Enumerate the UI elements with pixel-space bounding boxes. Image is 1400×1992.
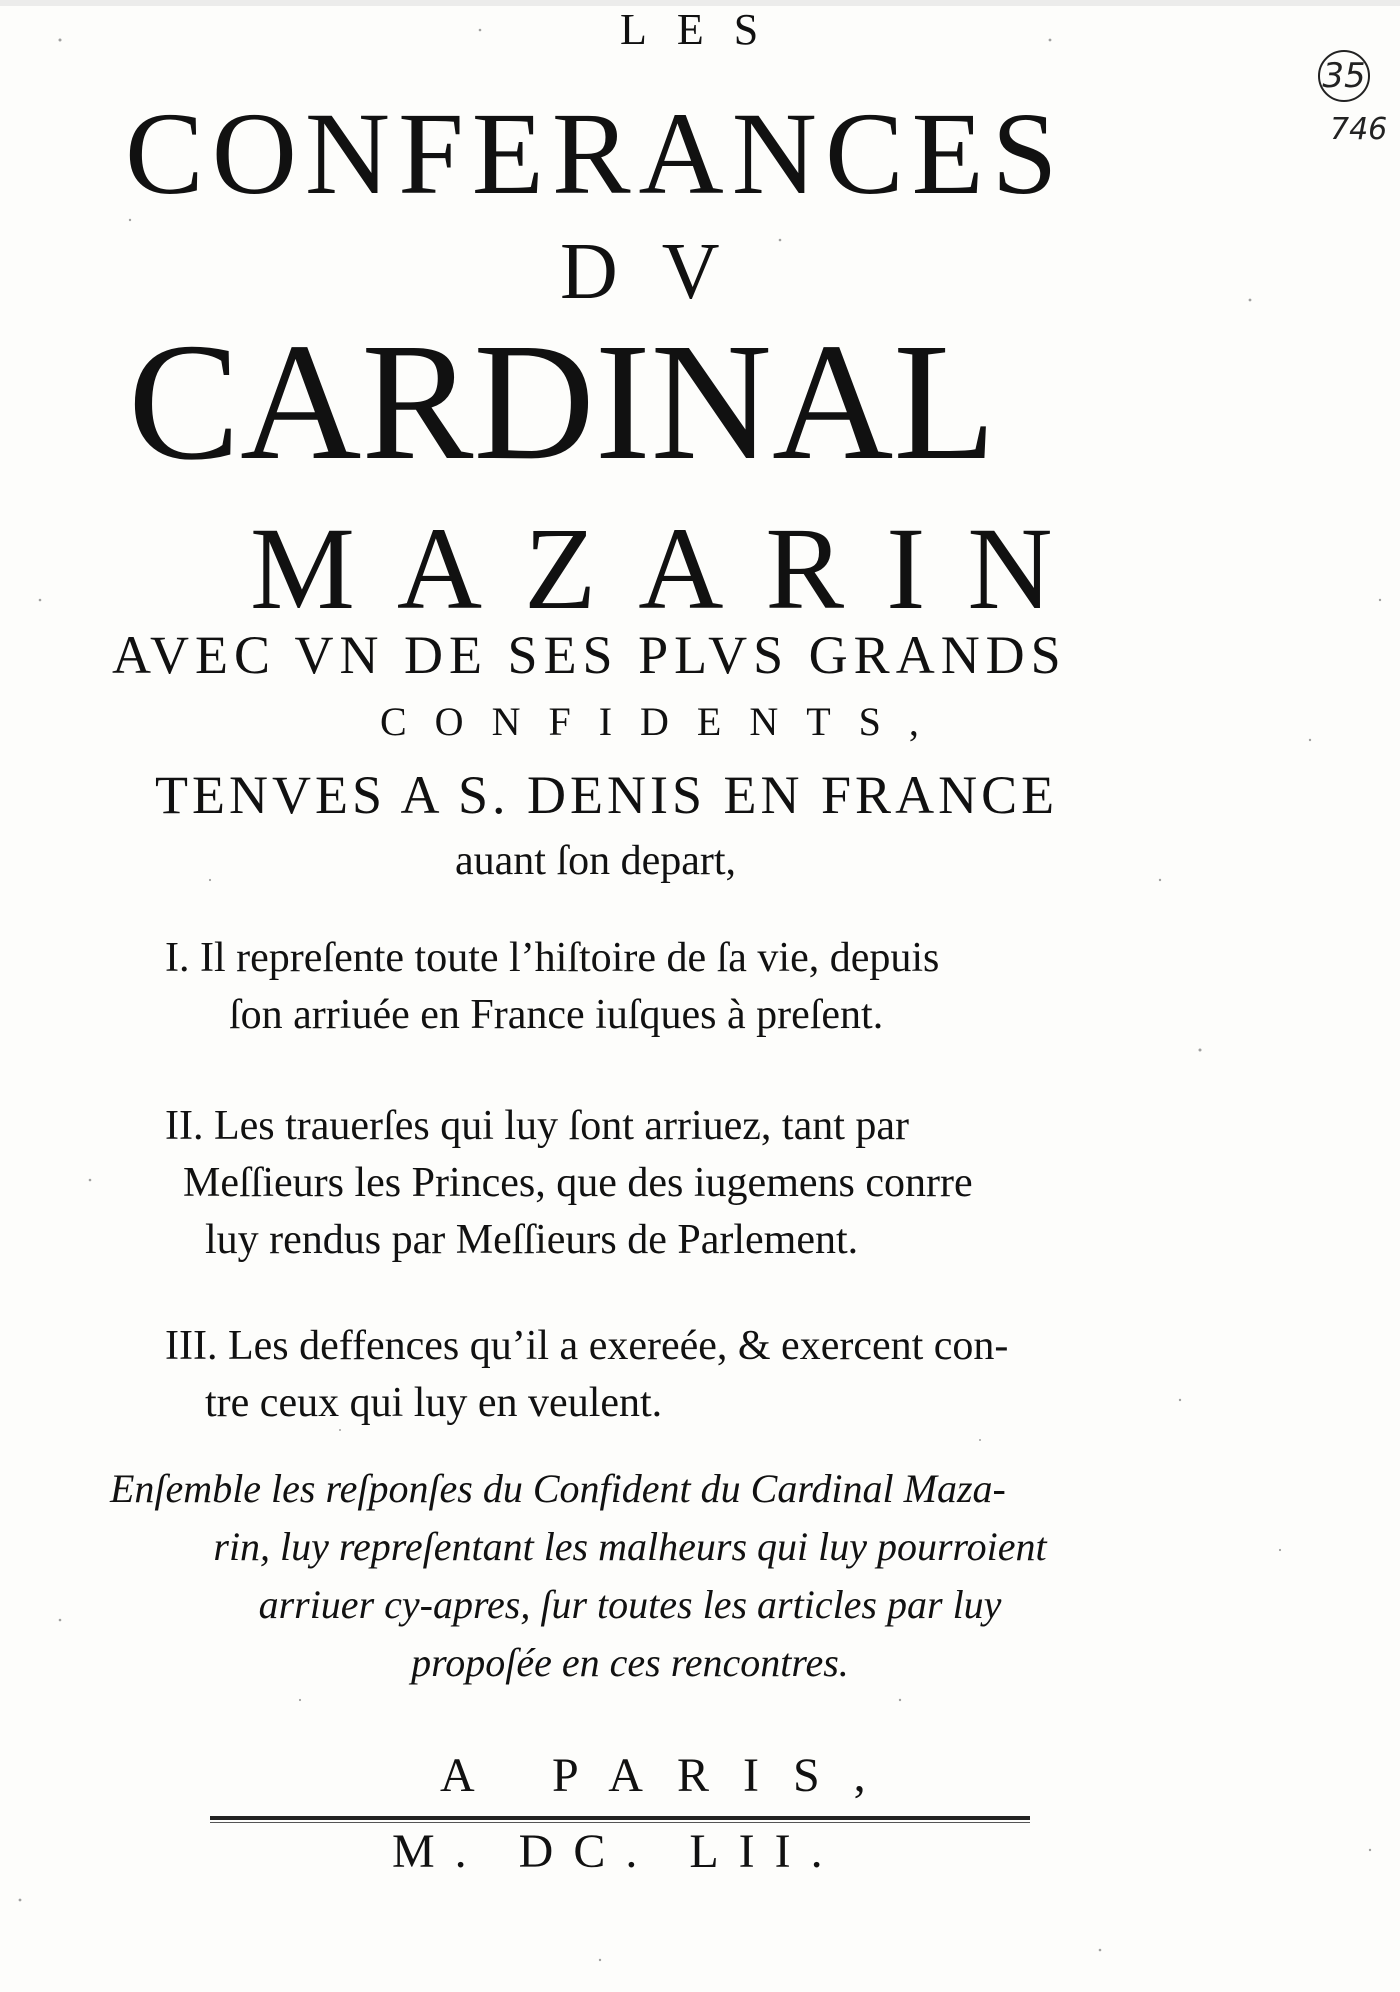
title-mazarin: MAZARIN: [250, 503, 1095, 634]
subtitle-avec: AVEC VN DE SES PLVS GRANDS: [112, 625, 1067, 685]
title-du: DV: [560, 228, 764, 316]
article-3: [165, 1318, 1008, 1432]
title-cardinal: CARDINAL: [128, 309, 996, 495]
ensemble-paragraph: [100, 1460, 1160, 1692]
title-les: LES: [620, 5, 789, 54]
subtitle-auant: auant ſon depart,: [455, 838, 737, 884]
article-line: I. Il repreſente toute l’hiſtoire de ſa vie, depuis: [165, 935, 940, 981]
article-line: tre ceux qui luy en veulent.: [205, 1380, 663, 1426]
title-conferances: CONFERANCES: [125, 88, 1066, 219]
article-2: [165, 1098, 973, 1269]
article-line: luy rendus par Meſſieurs de Parlement.: [205, 1217, 859, 1263]
ensemble-line: rin, luy repreſentant les malheurs qui luy pourroient: [213, 1524, 1047, 1569]
article-line: Meſſieurs les Princes, que des iugemens conrre: [183, 1160, 973, 1206]
subtitle-tenues: TENVES A S. DENIS EN FRANCE: [155, 765, 1059, 825]
ensemble-line: arriuer cy-apres, ſur toutes les articles par luy: [258, 1582, 1002, 1627]
imprint-year: M. DC. LII.: [392, 1825, 843, 1878]
article-line: III. Les deffences qu’il a exereée, & exercent con-: [165, 1323, 1009, 1369]
ensemble-line: propoſée en ces rencontres.: [411, 1640, 849, 1685]
ensemble-line: Enſemble les reſponſes du Confident du Cardinal Maza-: [110, 1466, 1006, 1511]
article-line: II. Les trauerſes qui luy ſont arriuez, tant par: [165, 1103, 910, 1149]
imprint-rule-thin: [210, 1822, 1030, 1823]
imprint-place: A PARIS,: [440, 1749, 900, 1802]
shelf-number: 746: [1330, 112, 1388, 147]
article-line: ſon arriuée en France iuſques à preſent.: [229, 992, 884, 1038]
circled-page-number: 35: [1318, 50, 1370, 102]
imprint-rule: [210, 1816, 1030, 1820]
subtitle-confidents: CONFIDENTS,: [380, 699, 947, 744]
article-1: [165, 930, 939, 1044]
